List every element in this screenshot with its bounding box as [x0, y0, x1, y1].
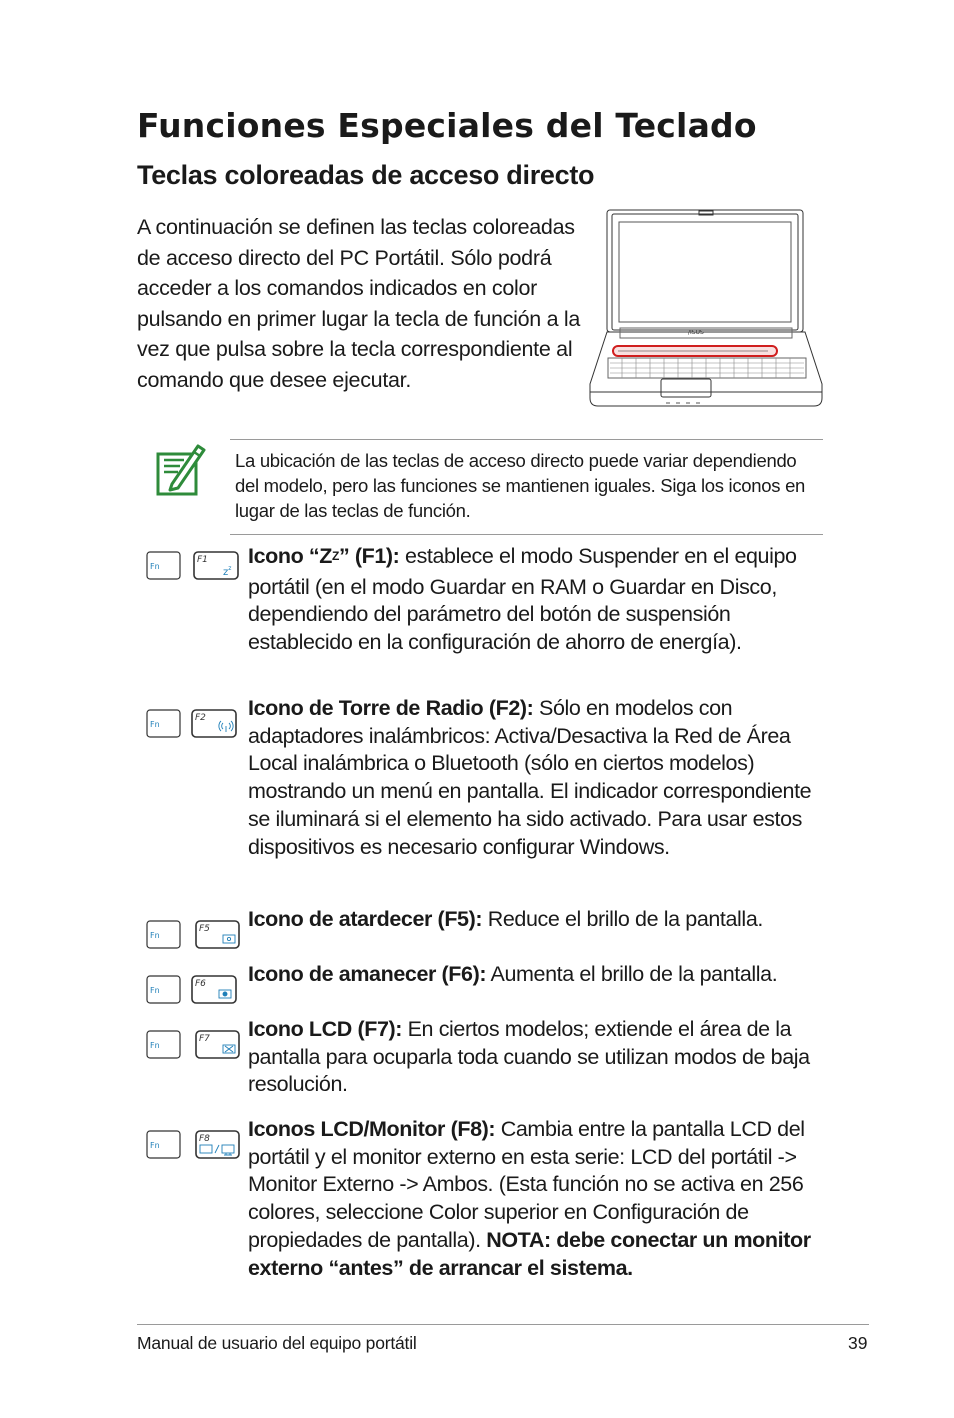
- f-key-label: F1: [197, 555, 208, 565]
- laptop-illustration: [588, 208, 824, 410]
- page-number: 39: [848, 1333, 868, 1353]
- fn-key-label: Fn: [150, 562, 160, 571]
- f-key-label: F2: [195, 713, 206, 723]
- note-pencil-icon: [154, 440, 206, 498]
- laptop-logo: /ISUS: [688, 329, 704, 336]
- fn-key-label: Fn: [150, 720, 160, 729]
- fn-f1-keys: [146, 551, 241, 581]
- hotkey-f6-description: Icono de amanecer (F6): Aumenta el brillo de la pantalla.: [248, 962, 778, 986]
- fn-key-label: Fn: [150, 931, 160, 940]
- fn-f5-keys: [146, 920, 241, 950]
- note-text: La ubicación de las teclas de acceso directo puede variar dependiendo del modelo, pero las funciones se mantienen iguales. Siga los iconos en lugar de las teclas de función.: [235, 450, 806, 521]
- fn-key-label: Fn: [150, 1041, 160, 1050]
- hotkey-f1-description: Icono “$Z^Z$” (F1): establece el modo Suspender en el equipo portátil (en el modo Guardar en RAM o Guardar en Disco, dependiendo del parámetro del botón de suspensión establecido en la configuración de ahorro de energía).: [248, 544, 797, 655]
- fn-f8-keys: [146, 1130, 241, 1160]
- section-subtitle: Teclas coloreadas de acceso directo: [137, 160, 595, 190]
- page-title: Funciones Especiales del Teclado: [137, 106, 757, 145]
- fn-key-label: Fn: [150, 1141, 160, 1150]
- footer-manual-title: Manual de usuario del equipo portátil: [137, 1333, 417, 1353]
- fn-f6-keys: [146, 975, 241, 1005]
- footer-rule: [137, 1324, 869, 1325]
- fn-key-label: Fn: [150, 986, 160, 995]
- f-key-label: F7: [199, 1034, 210, 1044]
- fn-f2-keys: [146, 709, 241, 739]
- hotkey-f5-description: Icono de atardecer (F5): Reduce el brillo de la pantalla.: [248, 907, 763, 931]
- intro-paragraph: A continuación se definen las teclas coloreadas de acceso directo del PC Portátil. Sólo podrá acceder a los comandos indicados en color pulsando en primer lugar la tecla de función a la vez que pulsa sobre la tecla correspondiente al comando que desee ejecutar.: [137, 215, 581, 392]
- note-bottom-rule: [230, 534, 823, 535]
- sleep-zz-icon: $z^z$: [223, 565, 232, 578]
- hotkey-f6-label: Icono de amanecer (F6):: [248, 962, 487, 986]
- fn-f7-keys: [146, 1030, 241, 1060]
- f-key-label: F8: [199, 1134, 210, 1144]
- hotkey-f2-label: Icono de Torre de Radio (F2):: [248, 696, 534, 720]
- note-top-rule: [230, 439, 823, 440]
- hotkey-f2-description: Icono de Torre de Radio (F2): Sólo en modelos con adaptadores inalámbricos: Activa/Desactiva la Red de Área Local inalámbrica o Bluetooth (sólo en ciertos modelos) mostrando un menú en pantalla. El indicador correspondiente se iluminará si el elemento ha sido activado. Para usar estos dispositivos es necesario configurar Windows.: [248, 696, 812, 859]
- hotkey-f7-description: Icono LCD (F7): En ciertos modelos; extiende el área de la pantalla para ocuparla toda cuando se utilizan modos de baja resolución.: [248, 1017, 810, 1097]
- f-key-label: F5: [199, 924, 210, 934]
- hotkey-f8-warning: NOTA: debe conectar un monitor externo “antes” de arrancar el sistema.: [248, 1227, 811, 1280]
- hotkey-f7-label: Icono LCD (F7):: [248, 1017, 403, 1041]
- f-key-label: F6: [195, 979, 206, 989]
- hotkey-f1-label: Icono “$Z^Z$” (F1):: [248, 544, 400, 568]
- hotkey-f8-label: Iconos LCD/Monitor (F8):: [248, 1117, 496, 1141]
- hotkey-f5-label: Icono de atardecer (F5):: [248, 907, 483, 931]
- hotkey-f8-description: Iconos LCD/Monitor (F8): Cambia entre la pantalla LCD del portátil y el monitor externo en esta serie: LCD del portátil -> Monitor Externo -> Ambos. (Esta función no se activa en 256 colores, seleccione Color superior en Configuración de propiedades de pantalla). NOTA: debe conectar un monitor externo “antes” de arrancar el sistema.: [248, 1117, 811, 1280]
